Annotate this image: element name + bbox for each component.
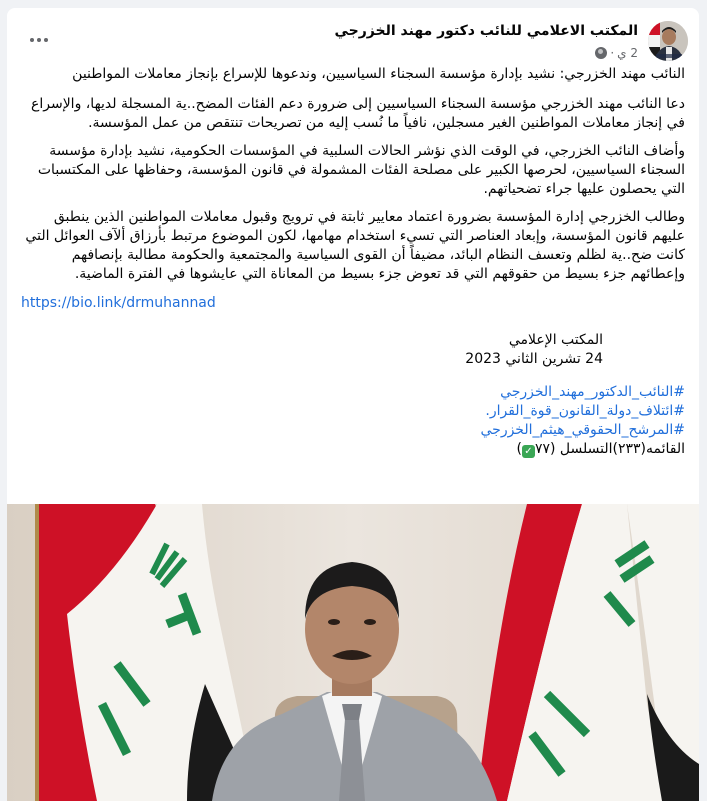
- avatar-photo: [648, 21, 688, 61]
- post-card: [7, 8, 699, 801]
- list-number-line: [21, 440, 685, 459]
- post-photo[interactable]: [7, 504, 699, 801]
- globe-icon[interactable]: [595, 47, 607, 59]
- post-headline: النائب مهند الخزرجي: نشيد بإدارة مؤسسة السجناء السياسيين، وندعوها للإسراع بإنجاز معاملات المواطنين: [72, 66, 685, 82]
- author-name[interactable]: المكتب الاعلامي للنائب دكتور مهند الخزرجي: [334, 23, 638, 39]
- post-paragraph: دعا النائب مهند الخزرجي مؤسسة السجناء السياسيين إلى ضرورة دعم الفئات المضح..ية المسجلة لديها، والإسراع في إنجاز معاملات المواطنين الغير مسجلين، نافياً ما نُسب إليه من تصريحات تنتقص من عمل المؤسسة.: [31, 96, 685, 131]
- meta-separator: ·: [610, 46, 615, 60]
- hashtag-link[interactable]: #المرشح_الحقوقي_هيثم_الخزرجي: [480, 422, 685, 438]
- link-line: [21, 294, 685, 313]
- author-avatar[interactable]: [648, 21, 688, 61]
- list-text-close: ): [516, 441, 522, 457]
- post-text: [21, 65, 685, 459]
- more-options-button[interactable]: [25, 30, 53, 50]
- post-paragraph: وطالب الخزرجي إدارة المؤسسة بضرورة اعتماد معايير ثابتة في ترويج وقبول معاملات المواطنين الذين ينطبق عليهم قانون المؤسسة، وإبعاد العناصر التي تسيء استخدام مهامها، لكون الموضوع مرتبط بأرزاق ألآف العوائل التي كانت ضح..ية لظلم وتعسف النظام البائد، مضيفاً أن القوى السياسية والمجتمعية والحكومة مطالبة بإنصافهم وإعطائهم جزء بسيط من حقوقهم التي قد تعوض جزء بسيط من المعاناة التي عايشوها في الفترة الماضية.: [25, 209, 685, 282]
- list-text: القائمه(٢٣٣)التسلسل (٧٧: [534, 441, 685, 457]
- photo-image: [7, 504, 699, 801]
- signature: [21, 331, 603, 369]
- post-time[interactable]: 2 ي: [617, 46, 638, 60]
- bio-link[interactable]: https://bio.link/drmuhannad: [21, 295, 216, 311]
- more-horizontal-icon: [44, 38, 48, 42]
- hashtags: [21, 383, 685, 459]
- signature-office: المكتب الإعلامي: [508, 332, 603, 348]
- more-horizontal-icon: [30, 38, 34, 42]
- more-horizontal-icon: [37, 38, 41, 42]
- post-paragraph: وأضاف النائب الخزرجي، في الوقت الذي نؤشر الحالات السلبية في المؤسسات الحكومية، نشيد بإدارة مؤسسة السجناء السياسيين، لحرصها الكبير على مصلحة الفئات المشمولة في قانون المؤسسة، وحفاظها على المكتسبات التي يحصلون عليها جراء تضحياتهم.: [37, 143, 685, 197]
- hashtag-link[interactable]: #النائب_الدكتور_مهند_الخزرجي: [500, 384, 685, 400]
- hashtag-link[interactable]: #ائتلاف_دولة_القانون_قوة_القرار.: [485, 403, 685, 419]
- check-mark-button-icon: ✓: [522, 445, 535, 458]
- signature-date: 24 تشرين الثاني 2023: [465, 351, 603, 367]
- post-meta: [595, 46, 638, 60]
- post-header: [7, 16, 699, 64]
